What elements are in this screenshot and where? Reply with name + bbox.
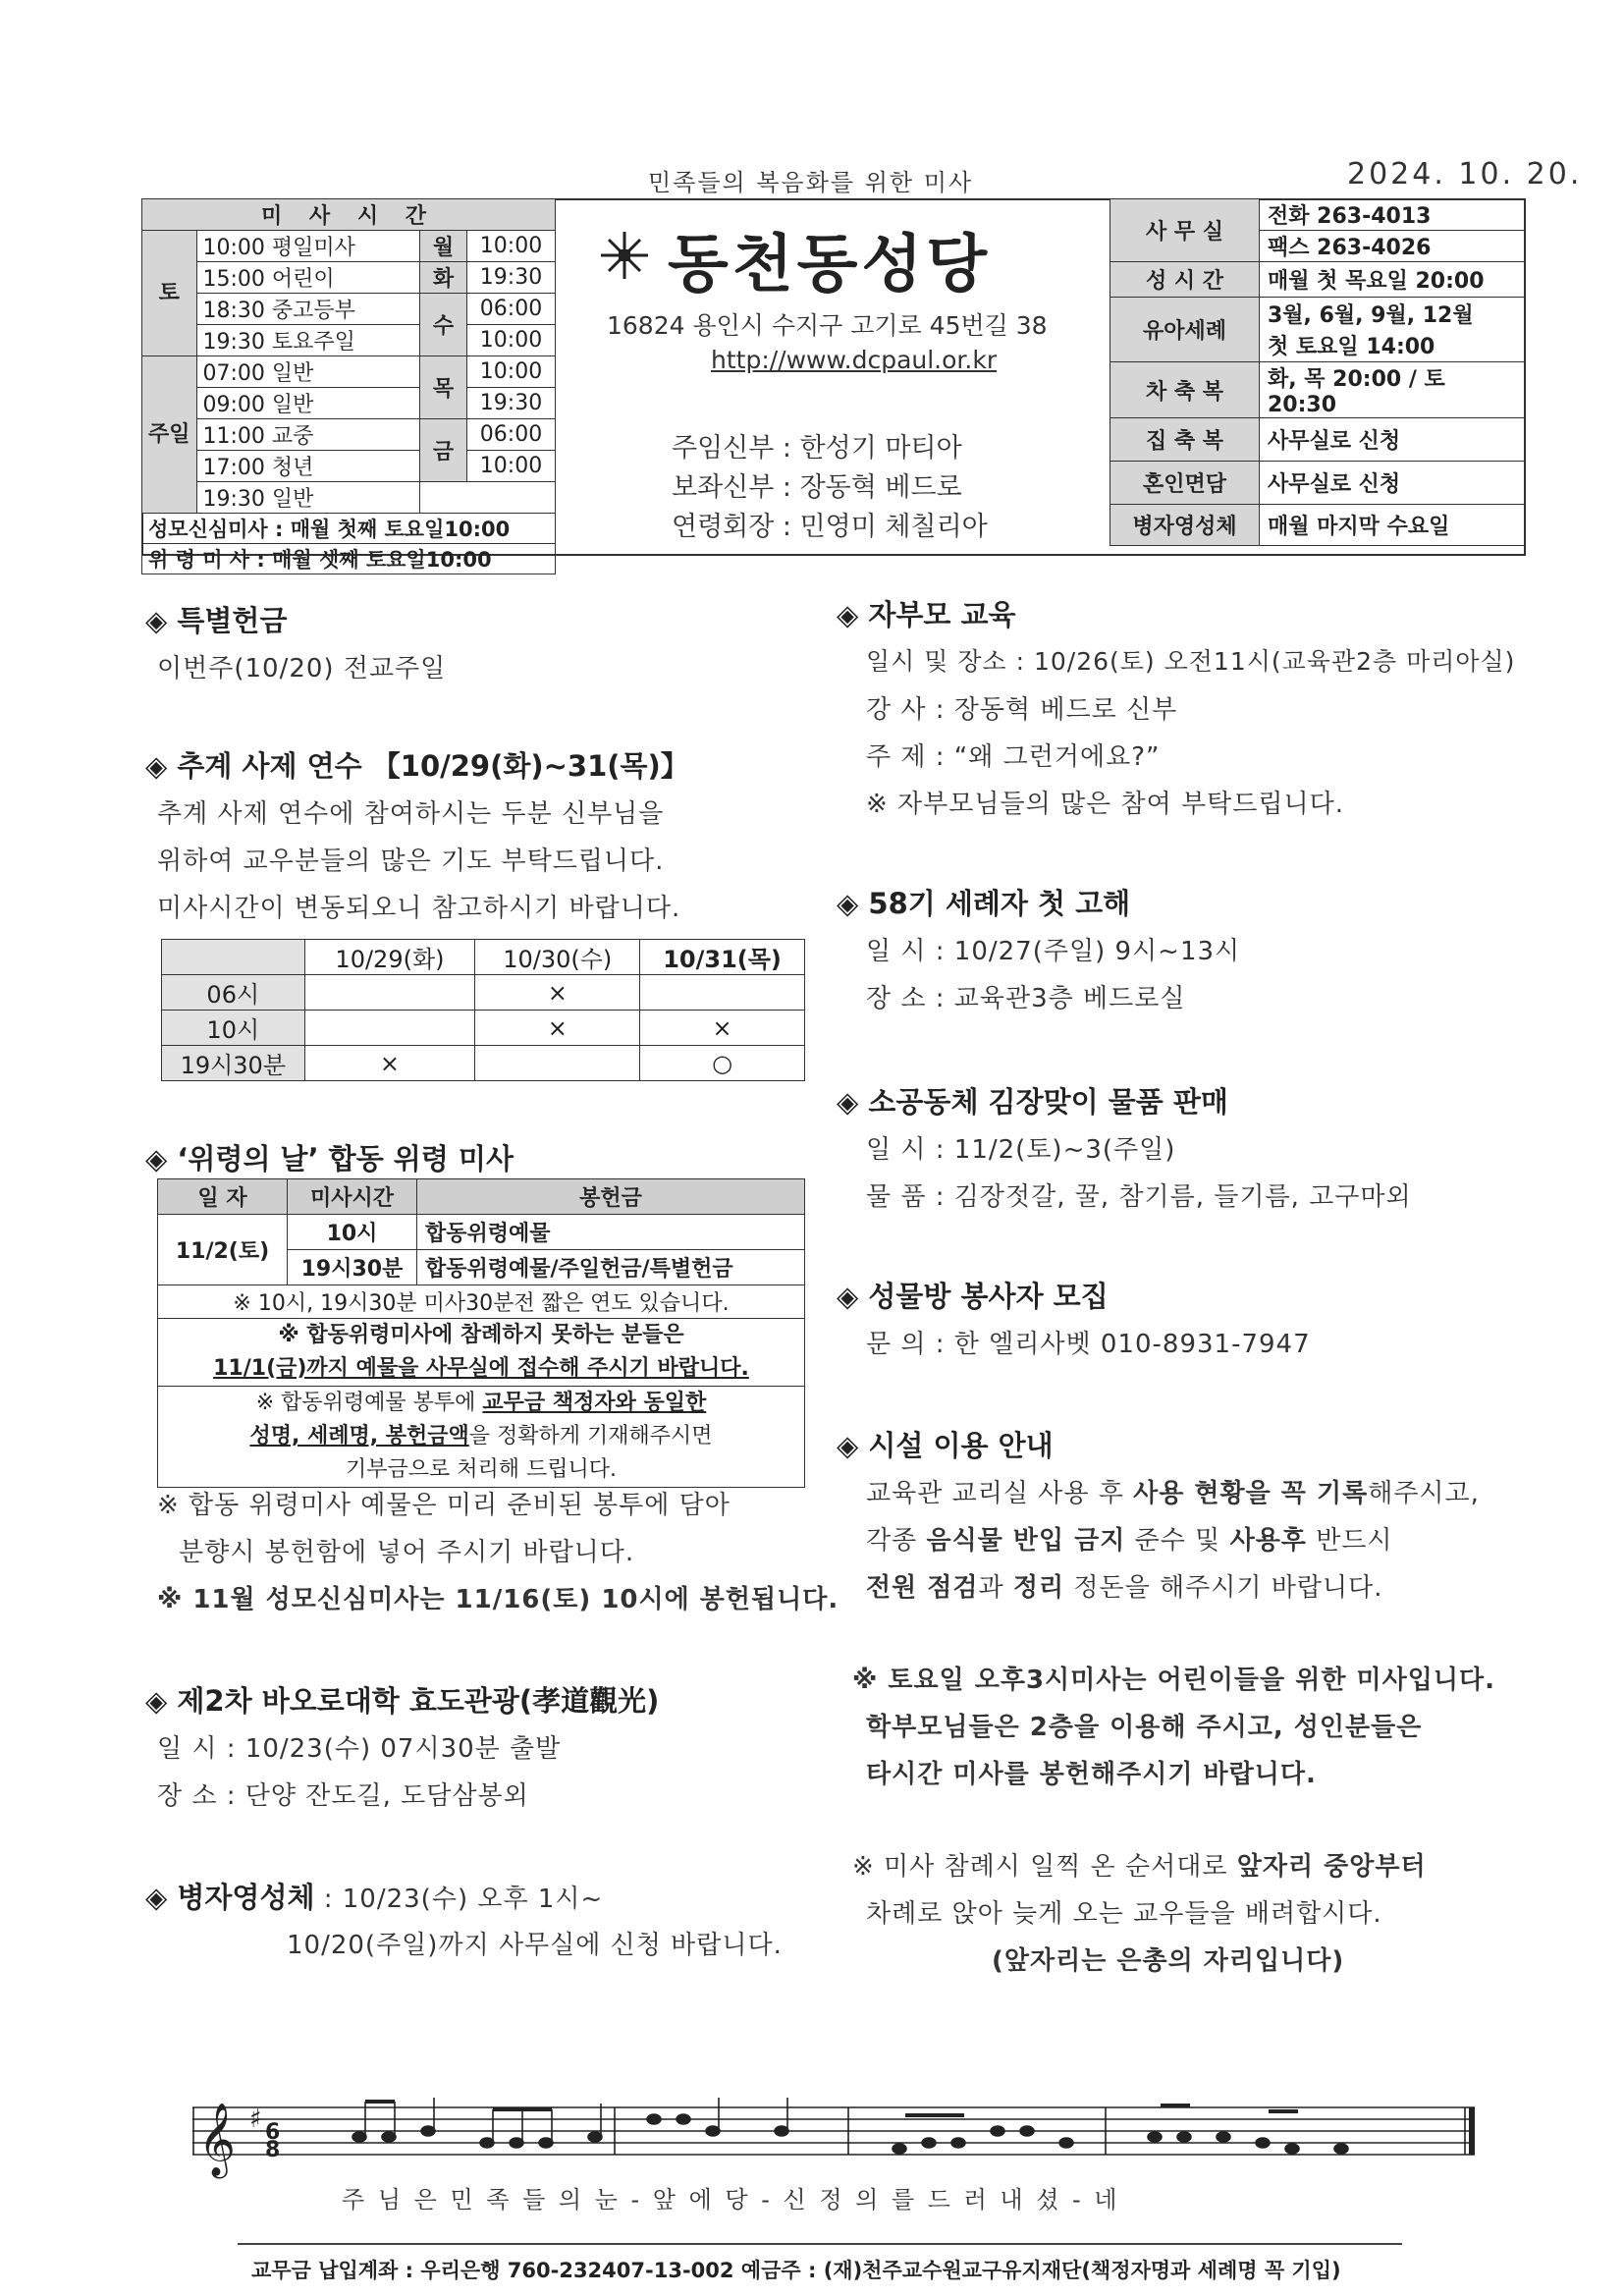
table-header: 10/30(수): [475, 940, 640, 975]
facility-heading: ◈ 시설 이용 안내: [837, 1429, 1054, 1462]
donation-account-footer: 교무금 납입계좌 : 우리은행 760-232407-13-002 예금주 : (재)천주교수원교구유지재단(책정자명과 세례명 꼭 기입): [251, 2259, 1341, 2282]
footer-divider: [238, 2243, 1402, 2245]
table-row: 19시30분 × ○: [162, 1046, 805, 1081]
saturday-mass-note: 학부모님들은 2층을 이용해 주시고, 성인분들은: [866, 1713, 1423, 1742]
memorial-after-note: 분향시 봉헌함에 넣어 주시기 바랍니다.: [179, 1538, 635, 1567]
kimjang-sale-text: 물 품 : 김장젓갈, 꿀, 참기름, 들기름, 고구마외: [866, 1182, 1412, 1212]
weekday-label: 금: [420, 419, 467, 482]
table-header: 10/31(목): [640, 940, 805, 975]
pastor-line: 주임신부 : 한성기 마티아: [672, 433, 962, 464]
pilgrimage-heading: ◈ 제2차 바오로대학 효도관광(孝道觀光): [145, 1684, 660, 1718]
marian-mass-note: 성모신심미사 : 매월 첫째 토요일10:00: [142, 514, 556, 544]
sick-communion-label: 병자영성체: [1110, 505, 1260, 546]
volunteer-text: 문 의 : 한 엘리사벳 010-8931-7947: [866, 1330, 1311, 1359]
retreat-text: 위하여 교우분들의 많은 기도 부탁드립니다.: [157, 847, 665, 876]
retreat-text: 미사시간이 변동되오니 참고하시기 바랍니다.: [157, 894, 681, 923]
weekday-time: 19:30: [467, 388, 556, 419]
facility-text: 각종 음식물 반입 금지 준수 및 사용후 반드시: [866, 1526, 1393, 1556]
weekday-label: 월: [420, 231, 467, 262]
first-confession-heading: ◈ 58기 세례자 첫 고해: [837, 887, 1131, 920]
weekday-time: 10:00: [467, 451, 556, 482]
music-staff-icon: [192, 2088, 1479, 2182]
infant-baptism-time: 첫 토요일 14:00: [1260, 330, 1526, 362]
memorial-date: 11/2(토): [158, 1215, 288, 1285]
marriage-interview-label: 혼인면담: [1110, 462, 1260, 505]
retreat-text: 추계 사제 연수에 참여하시는 두분 신부님을: [157, 799, 665, 829]
memorial-offering: 합동위령예물/주일헌금/특별헌금: [417, 1250, 805, 1285]
mass-entry: 19:30 일반: [196, 482, 419, 514]
mass-entry: 07:00 일반: [196, 356, 419, 388]
svg-text:6: 6: [265, 2120, 281, 2145]
mass-entry: 19:30 토요주일: [196, 325, 419, 356]
table-header: 미사시간: [288, 1179, 417, 1215]
assistant-pastor-line: 보좌신부 : 장동혁 베드로: [672, 472, 962, 503]
memorial-time: 10시: [288, 1215, 417, 1250]
saturday-mass-note: ※ 토요일 오후3시미사는 어린이들을 위한 미사입니다.: [852, 1666, 1495, 1695]
facility-text: 교육관 교리실 사용 후 사용 현황을 꼭 기록해주시고,: [866, 1479, 1480, 1508]
car-blessing-value: 화, 목 20:00 / 토 20:30: [1260, 362, 1526, 418]
kimjang-sale-heading: ◈ 소공동체 김장맞이 물품 판매: [837, 1085, 1228, 1119]
church-website-link[interactable]: http://www.dcpaul.or.kr: [711, 346, 998, 374]
first-confession-text: 장 소 : 교육관3층 베드로실: [866, 984, 1186, 1013]
car-blessing-label: 차 축 복: [1110, 362, 1260, 418]
mass-times-table: [141, 198, 556, 574]
table-header: 10/29(화): [304, 940, 475, 975]
bulletin-date: 2024. 10. 20.: [1347, 157, 1583, 191]
pilgrimage-text: 장 소 : 단양 잔도길, 도담삼봉외: [157, 1781, 529, 1811]
music-lyrics: 주 님 은 민 족 들 의 눈 - 앞 에 당 - 신 정 의 를 드 러 내 셨 - 네: [342, 2186, 1120, 2214]
kimjang-sale-text: 일 시 : 11/2(토)~3(주일): [866, 1135, 1176, 1165]
mass-entry: 11:00 교중: [196, 419, 419, 451]
weekday-label: 화: [420, 262, 467, 294]
adoration-label: 성 시 간: [1110, 262, 1260, 298]
adoration-value: 매월 첫 목요일 20:00: [1260, 262, 1526, 298]
saturday-mass-note: 타시간 미사를 봉헌해주시기 바랍니다.: [866, 1760, 1317, 1789]
table-header: 봉헌금: [417, 1179, 805, 1215]
weekday-time: 10:00: [467, 356, 556, 388]
table-row: 10시 × ×: [162, 1011, 805, 1046]
mass-entry: 17:00 청년: [196, 451, 419, 482]
parents-education-text: 주 제 : “왜 그런거에요?”: [866, 742, 1161, 772]
svg-text:𝄞: 𝄞: [198, 2104, 236, 2176]
table-header: 일 자: [158, 1179, 288, 1215]
memorial-mass-heading: ◈ ‘위령의 날’ 합동 위령 미사: [145, 1142, 514, 1175]
sunday-label: 주일: [142, 356, 197, 514]
parents-education-text: 강 사 : 장동혁 베드로 신부: [866, 695, 1178, 725]
sick-communion-text: 10/20(주일)까지 사무실에 신청 바랍니다.: [287, 1931, 783, 1960]
special-offering-heading: ◈ 특별헌금: [145, 604, 288, 637]
office-info-table: [1110, 198, 1526, 546]
memorial-offering: 합동위령예물: [417, 1215, 805, 1250]
weekday-time: 06:00: [467, 294, 556, 325]
weekday-label: 목: [420, 356, 467, 419]
first-confession-text: 일 시 : 10/27(주일) 9시~13시: [866, 937, 1241, 966]
saturday-label: 토: [142, 231, 197, 356]
memorial-note: ※ 합동위령미사에 참례하지 못하는 분들은 11/1(금)까지 예물을 사무실에 접수해 주시기 바랍니다.: [158, 1319, 805, 1387]
memorial-mass-table: [157, 1178, 805, 1488]
memorial-time: 19시30분: [288, 1250, 417, 1285]
sick-communion-value: 매월 마지막 수요일: [1260, 505, 1526, 546]
mass-entry: 15:00 어린이: [196, 262, 419, 294]
pilgrimage-text: 일 시 : 10/23(수) 07시30분 출발: [157, 1734, 562, 1764]
weekday-time: 10:00: [467, 231, 556, 262]
svg-text:♯: ♯: [249, 2105, 262, 2134]
requiem-mass-note: 위 령 미 사 : 매월 셋째 토요일10:00: [142, 544, 556, 574]
office-label: 사 무 실: [1110, 199, 1260, 262]
seating-note-emphasis: (앞자리는 은총의 자리입니다): [992, 1946, 1345, 1976]
memorial-after-note: ※ 합동 위령미사 예물은 미리 준비된 봉투에 담아: [157, 1491, 731, 1520]
weekday-label: 수: [420, 294, 467, 356]
seating-note: 차례로 앉아 늦게 오는 교우들을 배려합시다.: [866, 1899, 1382, 1929]
mass-entry: 18:30 중고등부: [196, 294, 419, 325]
mass-times-title: 미 사 시 간: [142, 199, 556, 231]
memorial-note: ※ 합동위령예물 봉투에 교무금 책정자와 동일한 성명, 세례명, 봉헌금액을 정확하게 기재해주시면 기부금으로 처리해 드립니다.: [158, 1387, 805, 1488]
office-phone: 전화 263-4013: [1260, 199, 1526, 231]
parents-education-heading: ◈ 자부모 교육: [837, 598, 1016, 631]
svg-text:8: 8: [265, 2138, 281, 2162]
mass-entry: 09:00 일반: [196, 388, 419, 419]
cross-logo-icon: [597, 228, 652, 283]
sick-communion-heading: ◈ 병자영성체 : 10/23(수) 오후 1시~: [145, 1881, 604, 1914]
table-row: 06시 ×: [162, 975, 805, 1011]
house-blessing-value: 사무실로 신청: [1260, 418, 1526, 462]
marian-mass-announcement: ※ 11월 성모신심미사는 11/16(토) 10시에 봉헌됩니다.: [157, 1585, 839, 1614]
retreat-schedule-table: [161, 939, 805, 1081]
seating-note: ※ 미사 참례시 일찍 온 순서대로 앞자리 중앙부터: [852, 1852, 1427, 1882]
infant-baptism-months: 3월, 6월, 9월, 12월: [1260, 298, 1526, 330]
table-header: [162, 940, 305, 975]
volunteer-heading: ◈ 성물방 봉사자 모집: [837, 1280, 1109, 1313]
house-blessing-label: 집 축 복: [1110, 418, 1260, 462]
tagline: 민족들의 복음화를 위한 미사: [648, 169, 974, 196]
facility-text: 전원 점검과 정리 정돈을 해주시기 바랍니다.: [866, 1573, 1383, 1603]
marriage-interview-value: 사무실로 신청: [1260, 462, 1526, 505]
office-fax: 팩스 263-4026: [1260, 231, 1526, 262]
church-address: 16824 용인시 수지구 고기로 45번길 38: [607, 311, 1048, 340]
church-name: 동천동성당: [668, 229, 992, 301]
weekday-time: 19:30: [467, 262, 556, 294]
retreat-heading: ◈ 추계 사제 연수 【10/29(화)~31(목)】: [145, 749, 689, 783]
parents-education-text: 일시 및 장소 : 10/26(토) 오전11시(교육관2층 마리아실): [866, 647, 1516, 676]
weekday-time: 06:00: [467, 419, 556, 451]
association-president-line: 연령회장 : 민영미 체칠리아: [672, 512, 988, 542]
special-offering-text: 이번주(10/20) 전교주일: [157, 654, 447, 683]
infant-baptism-label: 유아세례: [1110, 298, 1260, 362]
weekday-time: 10:00: [467, 325, 556, 356]
parents-education-text: ※ 자부모님들의 많은 참여 부탁드립니다.: [866, 790, 1344, 819]
mass-entry: 10:00 평일미사: [196, 231, 419, 262]
memorial-note: ※ 10시, 19시30분 미사30분전 짧은 연도 있습니다.: [158, 1285, 805, 1319]
